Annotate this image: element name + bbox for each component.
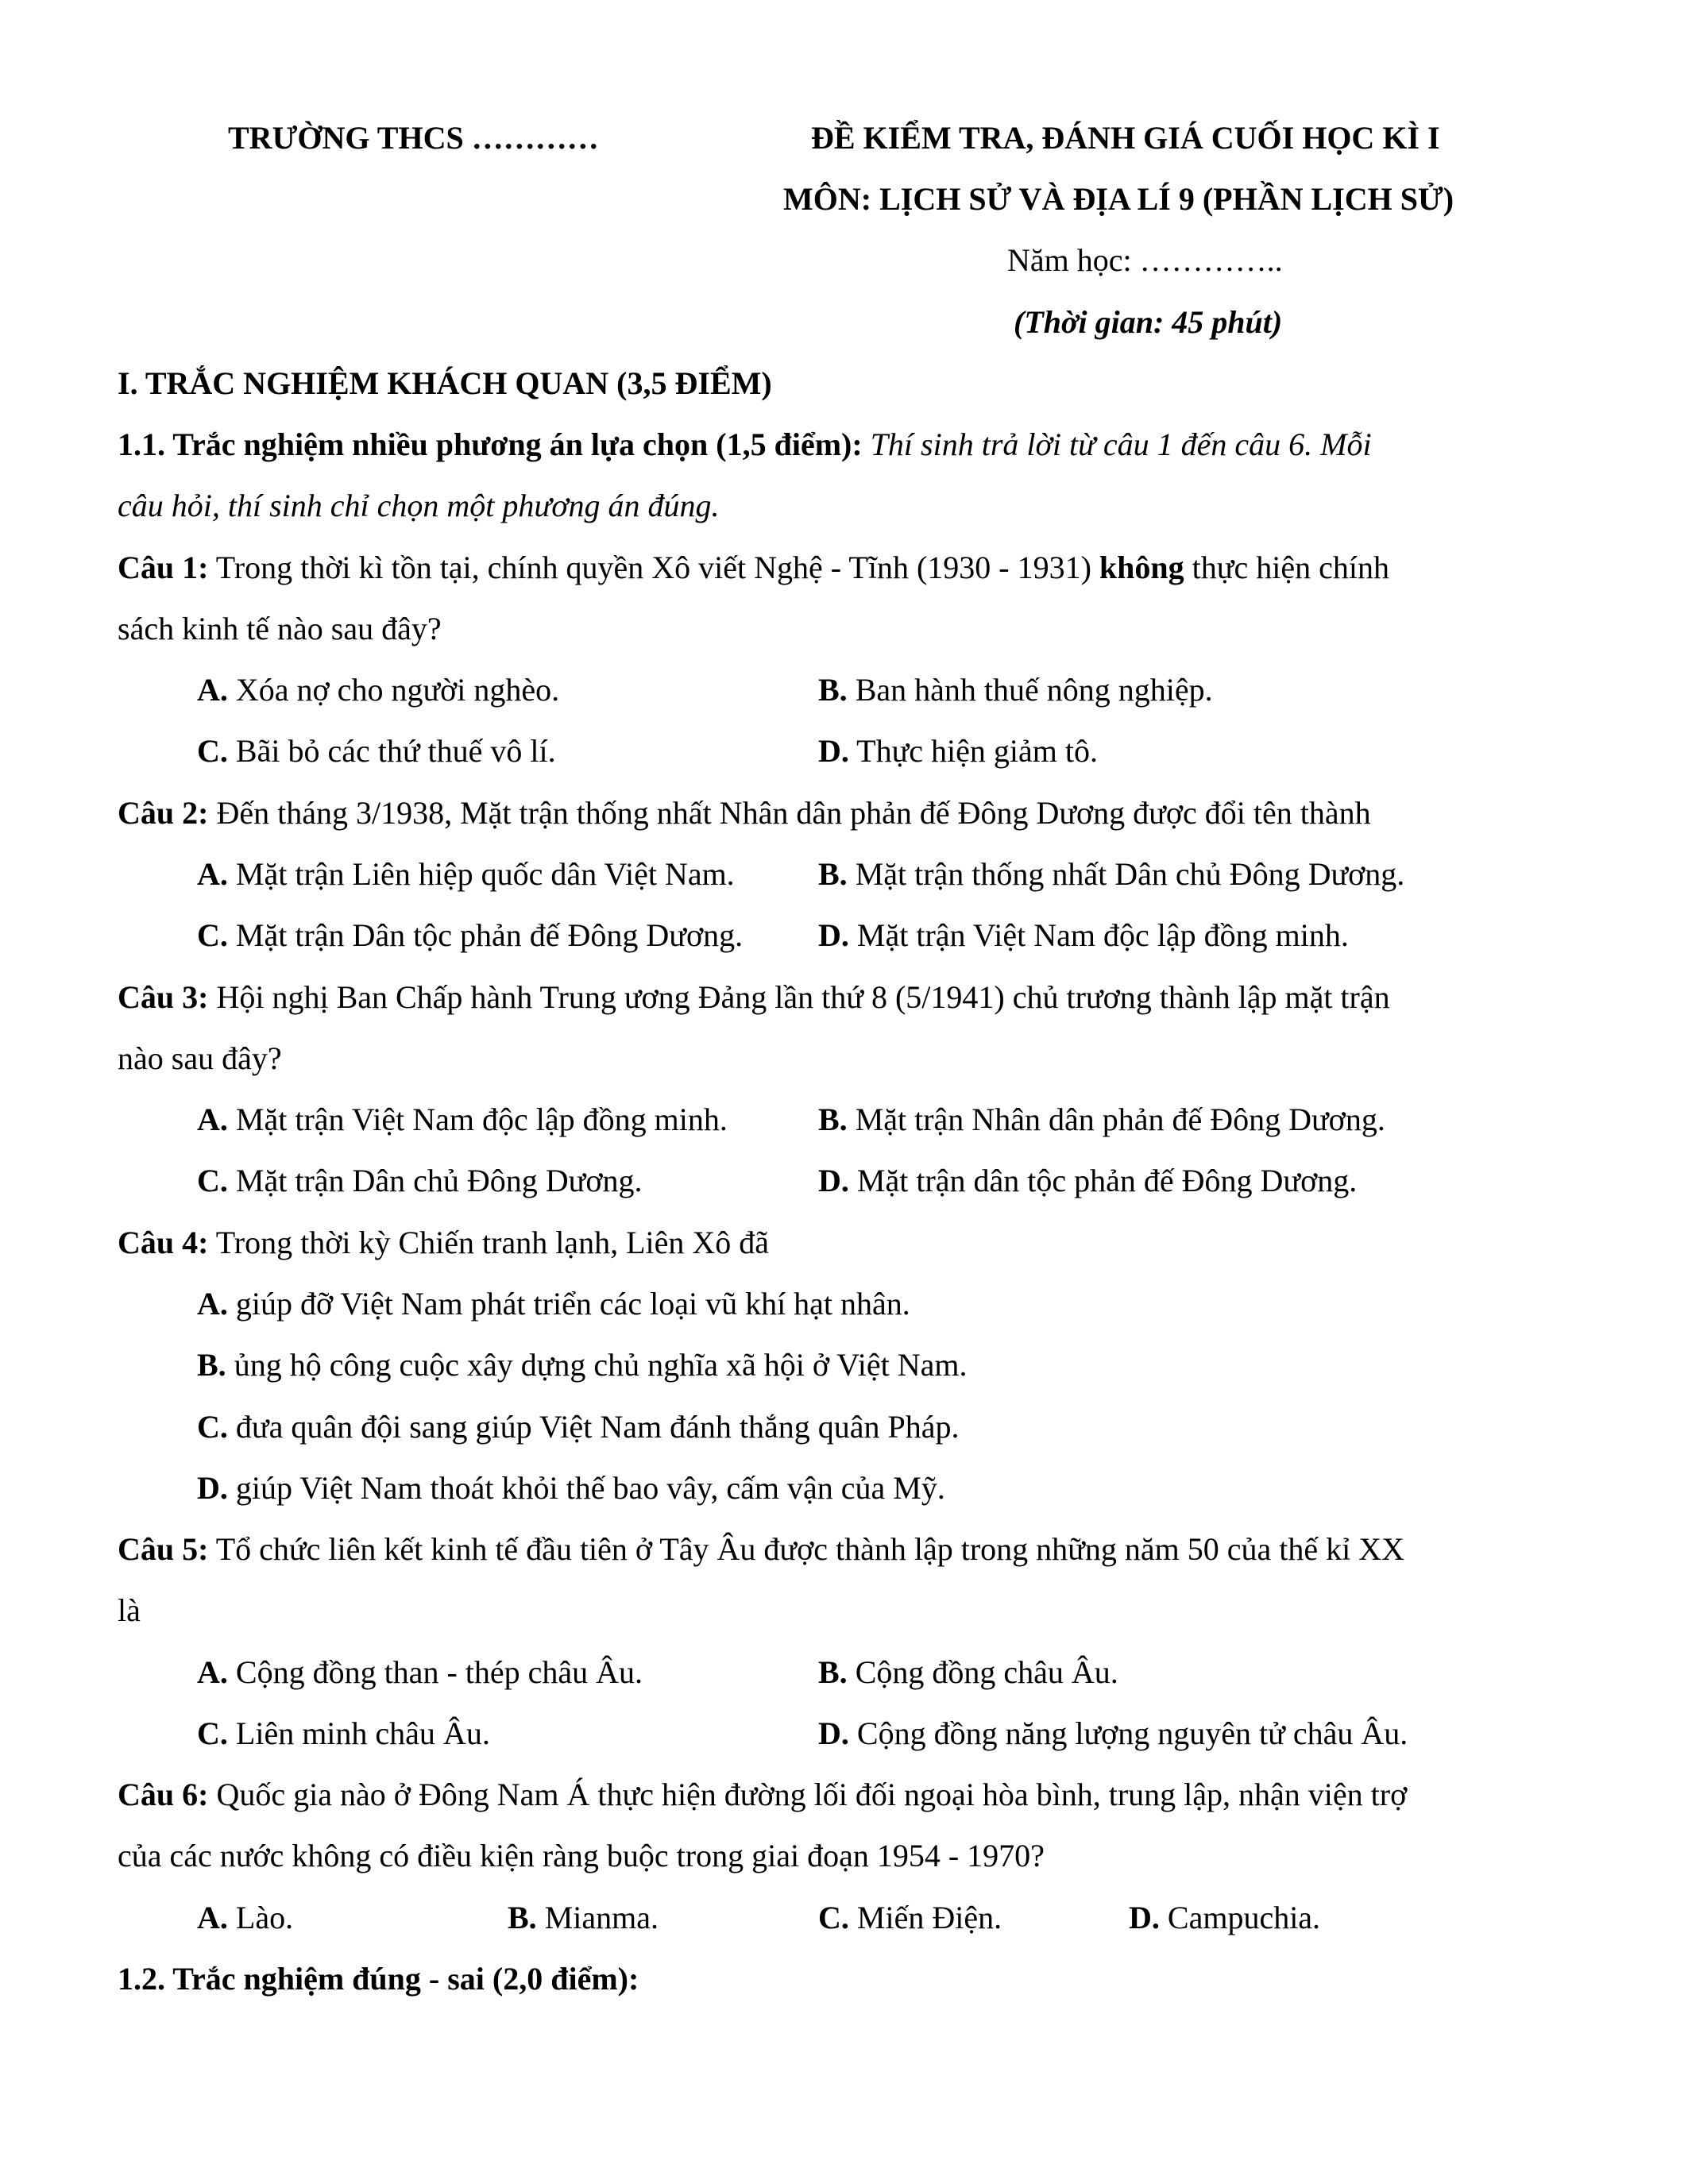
question-3-cont: nào sau đây? (118, 1040, 282, 1076)
question-text: Trong thời kì tồn tại, chính quyền Xô viết Nghệ - Tĩnh (1930 - 1931) (215, 550, 1091, 585)
duration: (Thời gian: 45 phút) (1014, 304, 1283, 340)
option-1c: C. Bãi bỏ các thứ thuế vô lí. (197, 733, 556, 769)
question-label: Câu 6: (118, 1777, 209, 1812)
option-1d: D. Thực hiện giảm tô. (818, 733, 1098, 769)
question-6 (118, 1779, 1407, 1811)
option-4d: D. giúp Việt Nam thoát khỏi thế bao vây, cấm vận của Mỹ. (197, 1470, 945, 1506)
part2-title: 1.2. Trắc nghiệm đúng - sai (2,0 điểm): (118, 1961, 639, 1997)
option-3d: D. Mặt trận dân tộc phản đế Đông Dương. (818, 1163, 1358, 1198)
question-3 (118, 979, 1390, 1015)
option-6d: D. Campuchia. (1129, 1900, 1321, 1935)
option-3c: C. Mặt trận Dân chủ Đông Dương. (197, 1163, 643, 1198)
option-2c: C. Mặt trận Dân tộc phản đế Đông Dương. (197, 917, 744, 953)
option-3a: A. Mặt trận Việt Nam độc lập đồng minh. (197, 1102, 728, 1137)
question-2 (118, 797, 1371, 829)
school-year: Năm học: ………….. (1007, 242, 1283, 278)
question-6-cont: của các nước không có điều kiện ràng buộc trong giai đoạn 1954 - 1970? (118, 1838, 1045, 1873)
question-text: Hội nghị Ban Chấp hành Trung ương Đảng lần thứ 8 (5/1941) chủ trương thành lập mặt trận (216, 979, 1390, 1015)
option-6a: A. Lào. (197, 1900, 294, 1935)
part1-instruction: Thí sinh trả lời từ câu 1 đến câu 6. Mỗi (870, 426, 1372, 462)
question-1-cont: sách kinh tế nào sau đây? (118, 611, 442, 646)
option-5b: B. Cộng đồng châu Âu. (818, 1654, 1118, 1690)
question-label: Câu 2: (118, 795, 209, 831)
question-text: Quốc gia nào ở Đông Nam Á thực hiện đường lối đối ngoại hòa bình, trung lập, nhận viện trợ (216, 1777, 1408, 1812)
question-label: Câu 4: (118, 1225, 209, 1260)
option-2a: A. Mặt trận Liên hiệp quốc dân Việt Nam. (197, 856, 735, 892)
option-1b: B. Ban hành thuế nông nghiệp. (818, 672, 1213, 708)
part1-heading (118, 426, 1372, 462)
option-3b: B. Mặt trận Nhân dân phản đế Đông Dương. (818, 1102, 1385, 1137)
option-2b: B. Mặt trận thống nhất Dân chủ Đông Dương. (818, 856, 1405, 892)
question-1 (118, 552, 1389, 584)
question-label: Câu 3: (118, 979, 209, 1015)
option-4b: B. ủng hộ công cuộc xây dựng chủ nghĩa xã hội ở Việt Nam. (197, 1347, 968, 1383)
option-6b: B. Mianma. (508, 1900, 659, 1935)
question-4 (118, 1227, 769, 1259)
option-5a: A. Cộng đồng than - thép châu Âu. (197, 1654, 643, 1690)
option-1a: A. Xóa nợ cho người nghèo. (197, 672, 560, 708)
question-5 (118, 1531, 1404, 1567)
question-text: Tổ chức liên kết kinh tế đầu tiên ở Tây Âu được thành lập trong những năm 50 của thế kỉ XX (215, 1531, 1404, 1567)
exam-title: ĐỀ KIỂM TRA, ĐÁNH GIÁ CUỐI HỌC KÌ I (811, 120, 1440, 156)
question-text: Đến tháng 3/1938, Mặt trận thống nhất Nhân dân phản đế Đông Dương được đổi tên thành (216, 795, 1371, 831)
question-text: Trong thời kỳ Chiến tranh lạnh, Liên Xô đã (215, 1225, 770, 1260)
part1-title: 1.1. Trắc nghiệm nhiều phương án lựa chọn (1,5 điểm): (118, 426, 863, 462)
part1-instruction-cont: câu hỏi, thí sinh chỉ chọn một phương án đúng. (118, 488, 720, 523)
option-4c: C. đưa quân đội sang giúp Việt Nam đánh thắng quân Pháp. (197, 1409, 960, 1445)
option-6c: C. Miến Điện. (818, 1900, 1002, 1935)
option-5c: C. Liên minh châu Âu. (197, 1715, 490, 1751)
option-2d: D. Mặt trận Việt Nam độc lập đồng minh. (818, 917, 1349, 953)
question-5-cont: là (118, 1592, 141, 1628)
question-emphasis: không (1099, 550, 1184, 585)
subject-title: MÔN: LỊCH SỬ VÀ ĐỊA LÍ 9 (PHẦN LỊCH SỬ) (783, 181, 1454, 217)
school-name: TRƯỜNG THCS ………… (228, 120, 599, 156)
question-label: Câu 5: (118, 1531, 209, 1567)
question-label: Câu 1: (118, 550, 209, 585)
option-4a: A. giúp đỡ Việt Nam phát triển các loại vũ khí hạt nhân. (197, 1286, 910, 1322)
section-title: I. TRẮC NGHIỆM KHÁCH QUAN (3,5 ĐIỂM) (118, 365, 772, 401)
question-text: thực hiện chính (1192, 550, 1389, 585)
option-5d: D. Cộng đồng năng lượng nguyên tử châu Âu. (818, 1715, 1408, 1751)
